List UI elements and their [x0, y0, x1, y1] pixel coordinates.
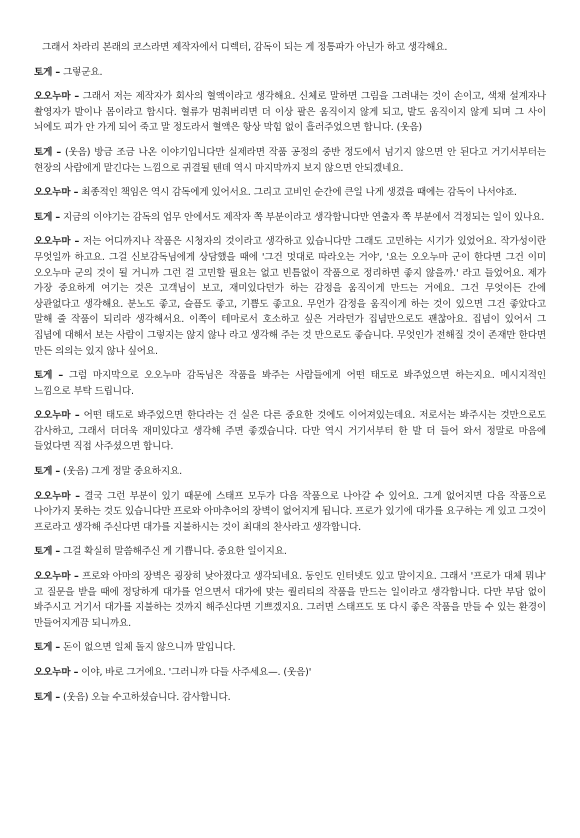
paragraph-14 — [34, 665, 546, 681]
speaker-label: 토게 – — [34, 466, 61, 478]
paragraph-text: (웃음) 방금 조금 나온 이야기입니다만 실제라면 작품 공정의 중반 정도에서 넘기지 않으면 안 된다고 거기서부터는 현장의 사람에게 맡긴다는 느낌으로 귀결될 텐데 역시 마지막까지 보지 않으면 안되겠네요. — [34, 146, 546, 174]
speaker-label: 오오누마 – — [34, 410, 80, 422]
paragraph-3 — [34, 145, 546, 176]
paragraph-6 — [34, 234, 546, 359]
paragraph-text: 돈이 없으면 일체 돌지 않으니까 말입니다. — [60, 642, 236, 654]
speaker-label: 토게 – — [34, 66, 61, 78]
paragraph-12 — [34, 569, 546, 631]
speaker-label: 오오누마 – — [34, 187, 79, 199]
paragraph-text: 어떤 태도로 봐주었으면 한다라는 건 실은 다른 중요한 것에도 이어져있는데요. 저로서는 봐주시는 것만으로도 감사하고, 그래서 더더욱 재미있다고 생각해 주면 좋겠습니다. 다만 역시 거기서부터 한 발 더 들어 와서 정말로 마음에 들었다면 직접 사주셨으면 합니다. — [34, 410, 546, 453]
paragraph-text: 저는 어디까지나 작품은 시청자의 것이라고 생각하고 있습니다만 그래도 고민하는 시기가 있었어요. 작가성이란 무엇일까 하고요. 그걸 신보감독님에게 상담했을 때에 '그건 멋대로 따라오는 거야', '요는 오오누마 군이 한다면 그건 이미 오오누마 군의 것이 될 거니까 그런 걸 고민할 필요는 없고 빈틈없이 작품으로 정리하면 좋지 않을까.' 라고 들었어요. 제가 가장 중요하게 여기는 것은 고객님이 보고, 재미있다던가 하는 감정을 움직이게 만드는 거에요. 그건 무엇이든 간에 상관없다고 생각해요. 분노도 좋고, 슬픔도 좋고, 기쁨도 좋고요. 무언가 감정을 움직이게 하는 것이 있으면 그건 좋았다고 말해 줄 작품이 되리라 생각해서요. 이쪽이 테마로서 호소하고 싶은 거라던가 집념만으로도 괜찮아요. 집념이 있어서 그 집념에 대해서 보는 사람이 그렇지는 않지 않나 라고 생각해 주는 것 만으로도 좋습니다. 무엇인가 전해질 것이 존재만 한다면 만든 의의는 있지 않나 싶어요. — [34, 236, 546, 357]
speaker-label: 오오누마 – — [34, 490, 80, 502]
paragraph-9 — [34, 464, 546, 480]
speaker-label: 토게 – — [34, 546, 61, 558]
paragraph-10 — [34, 489, 546, 536]
speaker-label: 토게 – — [34, 146, 62, 158]
speaker-label: 토게 – — [34, 211, 61, 223]
paragraph-text: 그래서 저는 제작자가 회사의 혈액이라고 생각해요. 신체로 말하면 그림을 그려내는 것이 손이고, 색채 설계자나 촬영자가 발이나 몸이라고 합시다. 혈류가 멈춰버리면 더 이상 팔은 움직이지 않게 되고, 발도 움직이지 않게 되며 그 사이 뇌에도 피가 안 가게 되어 죽고 말 정도라서 혈액은 항상 막힘 없이 흘러주었으면 합니다. (웃음) — [34, 91, 546, 134]
paragraph-13 — [34, 640, 546, 656]
paragraph-text: 그렇군요. — [60, 66, 103, 78]
paragraph-text: 그걸 확실히 말씀해주신 게 기쁩니다. 중요한 일이지요. — [60, 546, 287, 558]
paragraph-15 — [34, 690, 546, 706]
paragraph-text: 그럼 마지막으로 오오누마 감독님은 작품을 봐주는 사람들에게 어떤 태도로 봐주었으면 하는지요. 메시지적인 느낌으로 부탁 드립니다. — [34, 370, 547, 397]
paragraph-text: 이야, 바로 그거에요. '그러니까 다들 사주세요—. (웃음)' — [78, 667, 312, 678]
paragraph-text: 프로와 아마의 장벽은 굉장히 낮아졌다고 생각되네요. 동인도 인터넷도 있고 말이지요. 그래서 '프로가 대체 뭐냐' 고 질문을 받을 때에 정당하게 대가를 얻으면서 대가에 맞는 퀄리티의 작품을 만드는 일이라고 생각합니다. 다만 부담 없이 봐주시고 거기서 대가를 지불하는 것까지 해주신다면 기쁘겠지요. 그러면 스태프도 또 다시 좋은 작품을 만들 수 있는 환경이 만들어지게끔 되니까요. — [34, 571, 546, 629]
speaker-label: 오오누마 – — [34, 571, 79, 583]
speaker-label: 오오누마 – — [34, 236, 80, 248]
paragraph-4 — [34, 185, 546, 201]
paragraph-7 — [34, 368, 546, 399]
paragraph-text: (웃음) 그게 정말 중요하지요. — [60, 466, 183, 478]
paragraph-8 — [34, 408, 546, 455]
speaker-label: 오오누마 – — [34, 667, 79, 678]
paragraph-text: 그래서 차라리 본래의 코스라면 제작자에서 디렉터, 감독이 되는 게 정통파가 아닌가 하고 생각해요. — [42, 42, 448, 53]
paragraph-2 — [34, 89, 546, 136]
paragraph-text: 지금의 이야기는 감독의 업무 안에서도 제작자 쪽 부분이라고 생각합니다만 연출자 쪽 부분에서 걱정되는 일이 있나요. — [60, 211, 545, 223]
speaker-label: 토게 – — [34, 691, 61, 703]
paragraph-0 — [34, 40, 546, 56]
paragraph-text: (웃음) 오늘 수고하셨습니다. 감사합니다. — [60, 691, 231, 703]
paragraph-text: 결국 그런 부분이 있기 때문에 스태프 모두가 다음 작품으로 나아갈 수 있어요. 그게 없어지면 다음 작품으로 나아가지 못하는 것도 있습니다만 프로와 아마추어의 장벽이 없어지게 됩니다. 프로가 있기에 대가를 요구하는 게 있고 그것이 프로라고 생각해 주신다면 대가를 지불하시는 것이 최대의 찬사라고 생각합니다. — [34, 490, 546, 533]
speaker-label: 오오누마 – — [34, 91, 80, 103]
paragraph-1 — [34, 65, 546, 81]
paragraph-5 — [34, 210, 546, 226]
speaker-label: 토게 – — [34, 642, 61, 654]
speaker-label: 토게 – — [34, 370, 63, 382]
paragraph-text: 최종적인 책임은 역시 감독에게 있어서요. 그리고 고비인 순간에 큰일 나게 생겼을 때에는 감독이 나서야죠. — [78, 187, 517, 199]
paragraph-11 — [34, 544, 546, 560]
